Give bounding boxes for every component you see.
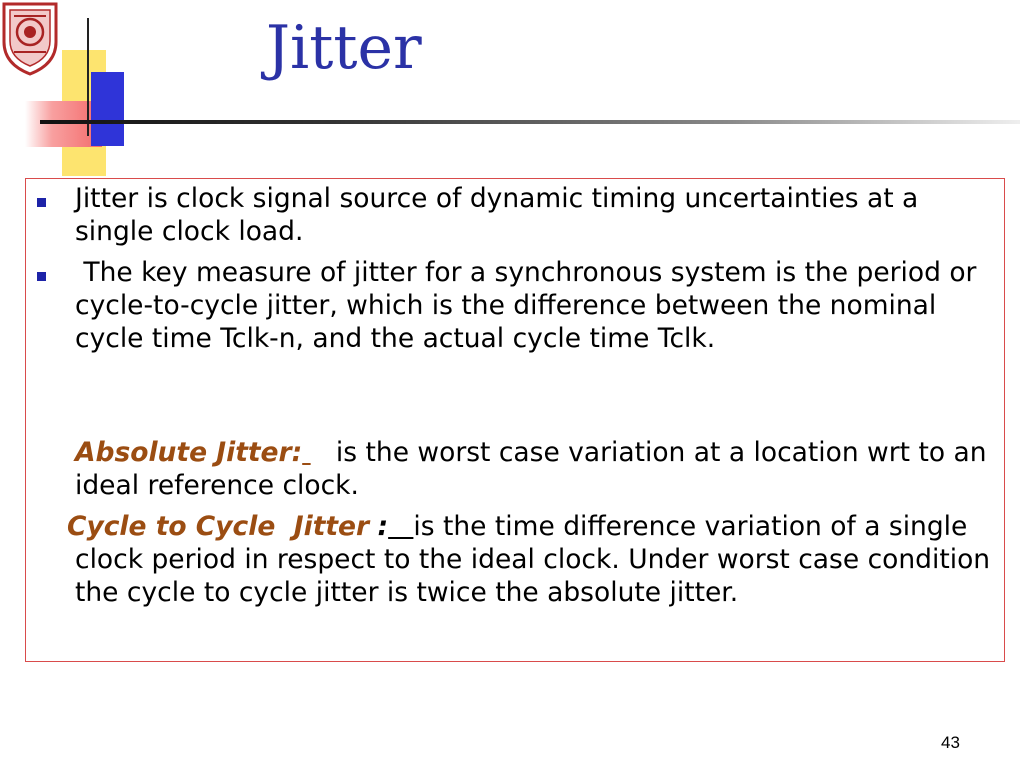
bullet-square-icon	[37, 198, 46, 207]
slide-title: Jitter	[266, 13, 422, 83]
absolute-jitter-text: is the worst case variation at a location wrt to an ideal reference clock.	[75, 437, 987, 501]
decorative-blue-block	[91, 72, 124, 146]
cycle-jitter-colon: :	[377, 511, 389, 542]
decorative-vertical-line	[87, 18, 89, 136]
title-underline	[40, 120, 1020, 124]
bullet-item-2: The key measure of jitter for a synchronous system is the period or cycle-to-cycle jitter, which is the difference between the nominal cycle time Tclk-n, and the actual cycle time Tclk.	[75, 257, 977, 354]
page-number: 43	[941, 733, 960, 752]
bullet-square-icon	[37, 272, 46, 281]
cycle-to-cycle-jitter-definition	[67, 510, 1000, 609]
cycle-jitter-term: Cycle to Cycle Jitter	[67, 511, 370, 542]
bullet-item-1: Jitter is clock signal source of dynamic timing uncertainties at a single clock load.	[75, 183, 919, 247]
cycle-jitter-text: is the time difference variation of a single clock period in respect to the ideal clock. Under worst case condition the cycle to cycle jitter is twice the absolute jitter.	[75, 511, 991, 608]
absolute-jitter-term: Absolute Jitter:	[75, 437, 303, 468]
university-seal-logo	[0, 0, 60, 76]
absolute-jitter-definition	[75, 436, 990, 502]
